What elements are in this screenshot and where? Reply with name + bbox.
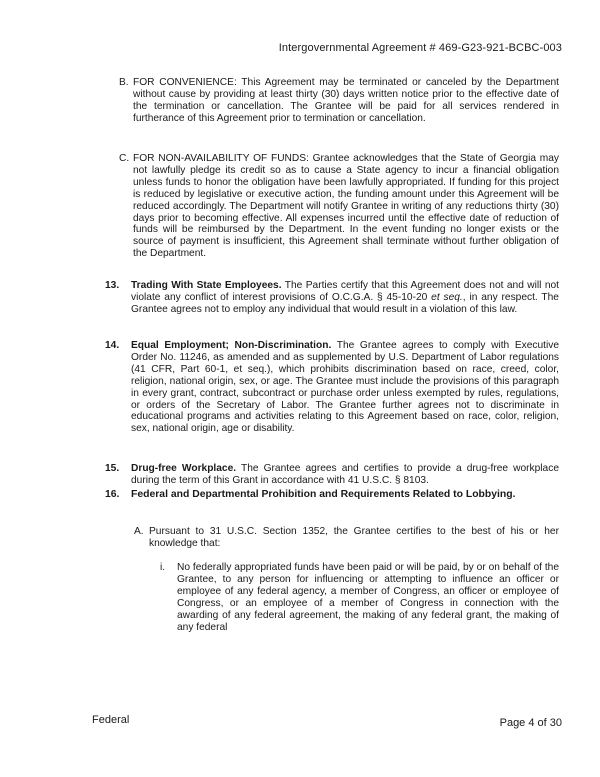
section-14-equal-employment [105,340,559,435]
paragraph-16-a-i [160,562,559,633]
paragraph-label: i. [160,562,166,573]
section-number: 16. [105,489,120,500]
section-15-drug-free-workplace [105,463,559,487]
agreement-number-header: Intergovernmental Agreement # 469-G23-921-BCBC-003 [278,42,562,54]
section-title: Federal and Departmental Prohibition and Requirements Related to Lobbying. [131,489,516,500]
paragraph-label: C. [119,153,130,164]
section-text-italic: et seq. [431,291,463,303]
paragraph-label: B. [119,77,129,88]
section-number: 14. [105,340,120,351]
footer-category: Federal [92,714,130,726]
section-title: Trading With State Employees. [131,280,282,291]
section-text: The Grantee agrees and certifies to provide a drug-free workplace during the term of this Grant in accordance with 41 U.S.C. § 8103. [131,463,559,486]
section-13-trading-with-state-employees [105,280,559,316]
paragraph-text: No federally appropriated funds have been paid or will be paid, by or on behalf of the Grantee, to any person for influencing or attempting to influence an officer or employee of any federal agency, a member of Congress, an officer or employee of Congress, or an employee of a member of Congress in connection with the awarding of any federal agreement, the making of any federal grant, the making of any federal [177,562,559,633]
section-text-part-a: The Parties certify that this Agreement does not and will not violate any conflict of interest provisions of O.C.G.A. § 45-10-20 [131,280,560,303]
paragraph-text: FOR NON-AVAILABILITY OF FUNDS: Grantee acknowledges that the State of Georgia may not lawfully pledge its credit so as to cause a State agency to incur a financial obligation unless funds to honor the obligation have been lawfully appropriated. If funding for this project is reduced by legislative or executive action, the funding amount under this Agreement will be reduced accordingly. The Department will notify Grantee in writing of any reductions thirty (30) days prior to becoming effective. All expenses incurred until the effective date of reduction of funds will be reimbursed by the Department. In the event funding no longer exists or the source of payment is insufficient, this Agreement shall terminate without further obligation of the Department. [133,153,559,260]
paragraph-label: A. [134,526,144,537]
paragraph-b-convenience [119,77,559,125]
section-text: The Grantee agrees to comply with Executive Order No. 11246, as amended and as supplemented by U.S. Department of Labor regulations (41 CFR, Part 60-1, et seq.), which prohibits discrimination based on race, creed, color, religion, national origin, sex, or age. The Grantee must include the provisions of this paragraph in every grant, contract, subcontract or purchase order unless exempted by rules, regulations, or orders of the Secretary of Labor. The Grantee further agrees not to discriminate in educational programs and activities relating to this Agreement based on race, color, religion, sex, national origin, age or disability. [131,340,559,435]
section-text-part-b: , in any respect. The Grantee agrees not to employ any individual that would result in a violation of this law. [131,291,559,315]
paragraph-16-a [134,526,559,550]
section-number: 15. [105,463,120,474]
section-16-lobbying-heading [105,489,559,501]
page-number: Page 4 of 30 [499,717,562,729]
paragraph-text: FOR CONVENIENCE: This Agreement may be terminated or canceled by the Department without cause by providing at least thirty (30) days written notice prior to the effective date of the termination or cancellation. The Grantee will be paid for all services rendered in furtherance of this Agreement prior to termination or cancellation. [133,77,559,124]
section-title: Drug-free Workplace. [131,463,237,474]
paragraph-c-non-availability-of-funds [119,153,559,260]
paragraph-text: Pursuant to 31 U.S.C. Section 1352, the Grantee certifies to the best of his or her knowledge that: [149,526,559,549]
section-title: Equal Employment; Non-Discrimination. [131,340,332,351]
section-number: 13. [105,280,120,291]
